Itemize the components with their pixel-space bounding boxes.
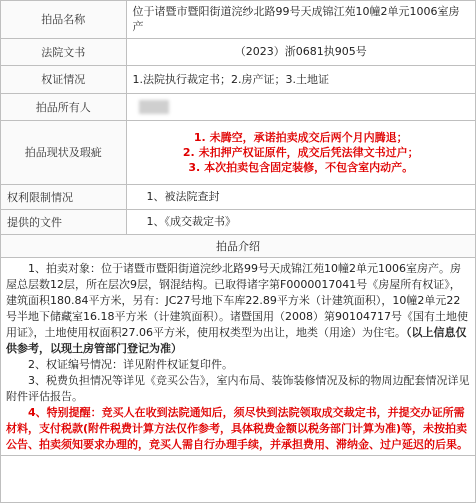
row-rights: [1, 65, 475, 93]
label-files: 提供的文件: [1, 209, 126, 234]
label-rights: 权证情况: [1, 65, 126, 93]
row-status: [1, 120, 475, 184]
value-restrict: 1、被法院查封: [126, 184, 475, 209]
value-files: 1、《成交裁定书》: [126, 209, 475, 234]
status-line-3: 3. 本次拍卖包含固定装修，不包含室内动产。: [188, 160, 414, 174]
status-line-1: 1. 未腾空，承诺拍卖成交后两个月内腾退；: [193, 130, 408, 144]
label-name: 拍品名称: [1, 1, 126, 38]
intro-paragraph-2: 2、权证编号情况：详见附件权证复印件。: [28, 357, 233, 371]
label-status: 拍品现状及瑕疵: [1, 120, 126, 184]
intro-body: [1, 257, 475, 455]
label-owner: 拍品所有人: [1, 93, 126, 120]
row-restrict: [1, 184, 475, 209]
value-rights: 1.法院执行裁定书；2.房产证；3.土地证: [126, 65, 475, 93]
row-name: [1, 1, 475, 38]
row-intro: [1, 257, 475, 455]
status-line-2: 2. 未扣押产权证原件，成交后凭法律文书过户；: [182, 145, 419, 159]
value-name: 位于诸暨市暨阳街道浣纱北路99号天成锦江苑10幢2单元1006室房产: [126, 1, 475, 38]
row-intro-title: [1, 234, 475, 257]
intro-paragraph-1: [6, 261, 470, 357]
row-court-doc: [1, 38, 475, 65]
label-restrict: 权利限制情况: [1, 184, 126, 209]
intro-paragraph-4: 4、特别提醒：竞买人在收到法院通知后，须尽快到法院领取成交裁定书，并提交办证所需材料，支付税款(附件税费计算方法仅作参考，具体税费金额以税务部门计算为准)等，未按拍卖公告、拍卖须知要求办理的，竞买人需自行办理手续，并承担费用、滞纳金、过户延迟的后果。: [6, 405, 468, 451]
redacted-owner-name: [139, 100, 169, 114]
label-court-doc: 法院文书: [1, 38, 126, 65]
intro-p1-note: （以上信息仅供参考，以现土房管部门登记为准）: [6, 325, 467, 355]
intro-paragraph-3: 3、税费负担情况等详见《竞买公告》，室内布局、装饰装修情况及标的物周边配套情况详见附件评估报告。: [6, 373, 470, 403]
intro-title: 拍品介绍: [1, 234, 475, 257]
value-owner: [126, 93, 475, 120]
value-status: [126, 120, 475, 184]
row-files: [1, 209, 475, 234]
intro-p1-text: 1、拍卖对象：位于诸暨市暨阳街道浣纱北路99号天成锦江苑10幢2单元1006室房产。房屋总层数12层，所在层次9层，钢混结构。已取得诸字第F0000017041号《房屋所有权证》，建筑面积180.84平方米，另有：JC27号地下车库22.89平方米（计建筑面积），10幢2单元22号半地下储藏室16.18平方米（计建筑面积）。诸暨国用（2008）第90104717号《国有土地使用证》，土地使用权面积27.06平方米，使用权类型为出让，地类（用途）为住宅。: [6, 261, 468, 339]
auction-info-table: [1, 1, 475, 456]
value-court-doc: （2023）浙0681执905号: [126, 38, 475, 65]
row-owner: [1, 93, 475, 120]
